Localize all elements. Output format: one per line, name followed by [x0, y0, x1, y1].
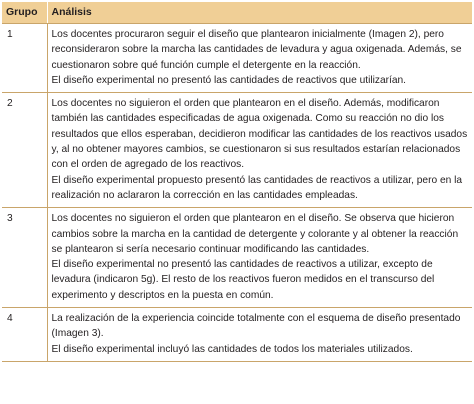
analysis-cell: [47, 208, 472, 308]
analysis-paragraph: El diseño experimental no presentó las cantidades de reactivos a utilizar, excepto de levadura (indicaron 5g). El resto de los reactivos fueron medidos en el transcurso del experimento y descriptos en la puesta en común.: [51, 259, 435, 301]
analysis-paragraph: Los docentes no siguieron el orden que plantearon en el diseño. Se observa que hicieron cambios sobre la marcha en la cantidad de detergente y colorante y al obtener la reacción se plantearon si sería necesario continuar modificando las cantidades.: [51, 213, 459, 255]
table-row: [2, 93, 472, 208]
group-number: 2: [2, 93, 47, 208]
table-header-row: [2, 2, 472, 24]
analysis-paragraph: Los docentes procuraron seguir el diseño que plantearon inicialmente (Imagen 2), pero reconsideraron sobre la marcha las cantidades de levadura y agua oxigenada. Además, se cuestionaron sobre qué función cumple el detergente en la reacción.: [51, 29, 462, 71]
group-number: 3: [2, 208, 47, 308]
table-row: [2, 208, 472, 308]
analysis-cell: [47, 24, 472, 93]
analysis-cell: [47, 308, 472, 362]
header-group: Grupo: [2, 2, 47, 24]
analysis-paragraph: El diseño experimental no presentó las cantidades de reactivos que utilizarían.: [51, 74, 407, 86]
analysis-paragraph: El diseño experimental propuesto presentó las cantidades de reactivos a utilizar, pero en la realización no aclararon la corrección en las cantidades empleadas.: [51, 174, 463, 201]
analysis-paragraph: Los docentes no siguieron el orden que plantearon en el diseño. Además, modificaron también las cantidades especificadas de agua oxigenada. Como su reacción no dio los resultados que ellos esperaban, decidieron modificar las cantidades de los reactivos usados y, al no obtener mayores cambios, se cuestionaron si sus resultados estarían relacionados con el orden de agregado de los reactivos.: [51, 98, 468, 171]
header-analysis: Análisis: [47, 2, 472, 24]
analysis-paragraph: El diseño experimental incluyó las cantidades de todos los materiales utilizados.: [51, 343, 413, 355]
group-number: 1: [2, 24, 47, 93]
table-row: [2, 308, 472, 362]
table-row: [2, 24, 472, 93]
analysis-table: [2, 2, 472, 362]
group-number: 4: [2, 308, 47, 362]
analysis-paragraph: La realización de la experiencia coincide totalmente con el esquema de diseño presentado (Imagen 3).: [51, 313, 461, 340]
analysis-cell: [47, 93, 472, 208]
